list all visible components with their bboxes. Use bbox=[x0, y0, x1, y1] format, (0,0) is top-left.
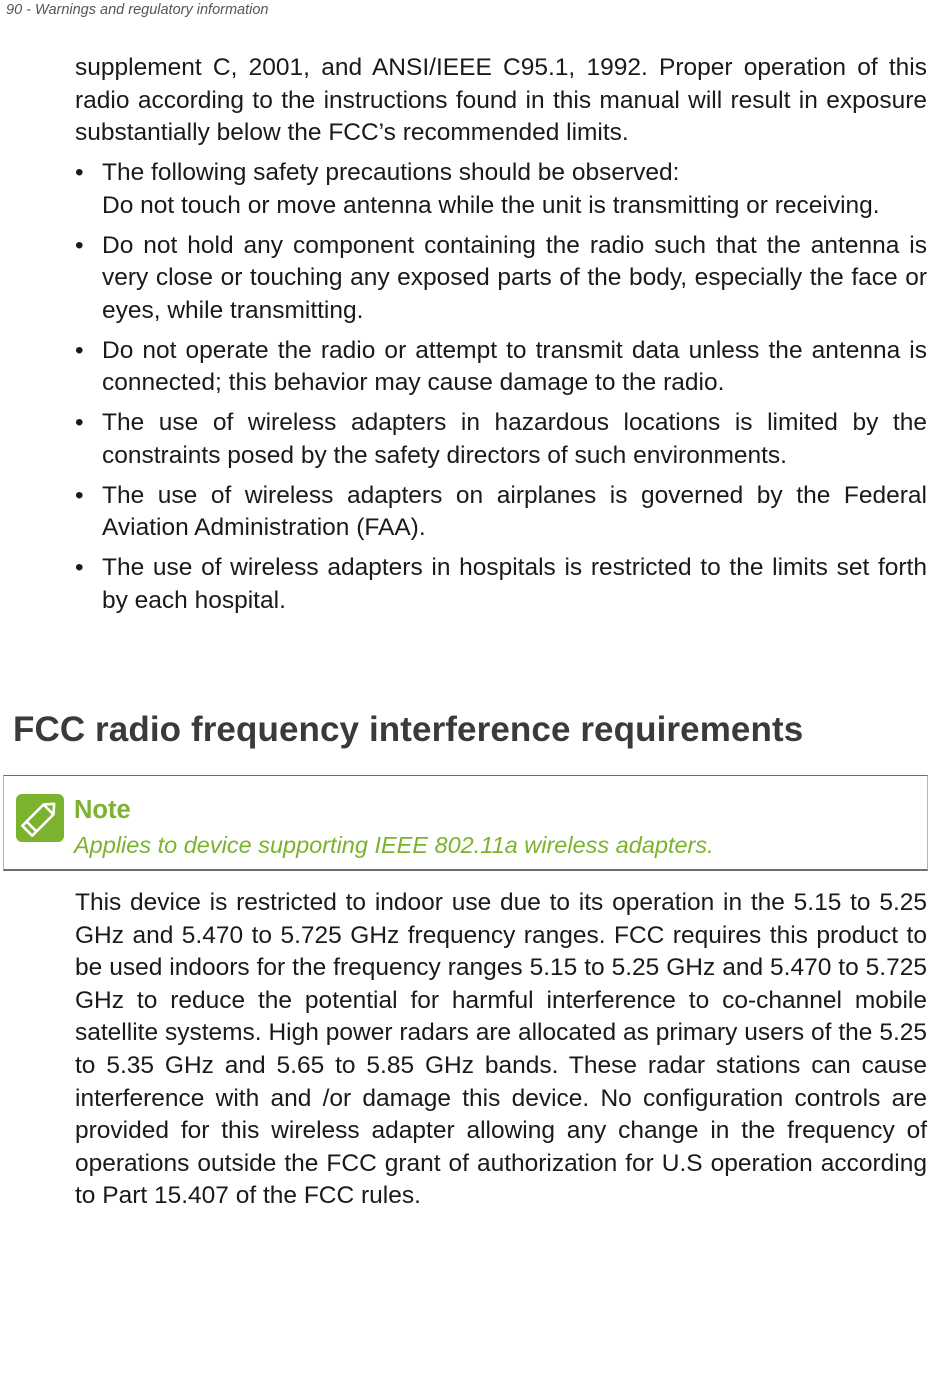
list-item-text: The use of wireless adapters in hazardous locations is limited by the constraints posed by the safety directors of such environments. bbox=[102, 409, 927, 469]
list-item bbox=[75, 552, 927, 617]
body-paragraph: This device is restricted to indoor use due to its operation in the 5.15 to 5.25 GHz and 5.470 to 5.725 GHz frequency ranges. FCC requires this product to be used indoors for the frequency ranges 5.15 to 5.25 GHz and 5.470 to 5.725 GHz to reduce the potential for harmful interference to co-channel mobile satellite systems. High power radars are allocated as primary users of the 5.25 to 5.35 GHz and 5.65 to 5.85 GHz bands. These radar stations can cause interference with and /or damage this device. No configuration controls are provided for this wireless adapter allowing any change in the frequency of operations outside the FCC grant of authorization for U.S operation according to Part 15.407 of the FCC rules. bbox=[75, 889, 927, 1210]
list-item-text: Do not touch or move antenna while the unit is transmitting or receiving. bbox=[102, 191, 880, 219]
running-header: 90 - Warnings and regulatory information bbox=[6, 2, 269, 18]
section-heading: FCC radio frequency interference requirements bbox=[13, 710, 804, 749]
list-item bbox=[75, 230, 927, 328]
bullet-marker: • bbox=[75, 409, 84, 436]
note-title: Note bbox=[74, 796, 131, 824]
bullet-marker: • bbox=[75, 481, 84, 509]
bullet-marker: • bbox=[75, 231, 84, 259]
bullet-marker: • bbox=[75, 159, 84, 186]
list-item-text: The following safety precautions should be observed: bbox=[102, 159, 680, 186]
list-item bbox=[75, 335, 927, 400]
list-item bbox=[75, 407, 927, 472]
precautions-list bbox=[75, 157, 927, 625]
list-item-text: The use of wireless adapters on airplanes is governed by the Federal Aviation Administration (FAA). bbox=[102, 481, 927, 541]
list-item bbox=[75, 157, 927, 222]
list-item-text: Do not operate the radio or attempt to transmit data unless the antenna is connected; this behavior may cause damage to the radio. bbox=[102, 336, 927, 396]
pencil-icon bbox=[16, 794, 64, 842]
list-item bbox=[75, 480, 927, 545]
bullet-marker: • bbox=[75, 554, 84, 581]
intro-paragraph: supplement C, 2001, and ANSI/IEEE C95.1, 1992. Proper operation of this radio according to the instructions found in this manual will result in exposure substantially below the FCC’s recommended limits. bbox=[75, 54, 927, 146]
note-text: Applies to device supporting IEEE 802.11a wireless adapters. bbox=[74, 832, 714, 858]
note-callout bbox=[3, 775, 928, 871]
list-item-text: Do not hold any component containing the radio such that the antenna is very close or touching any exposed parts of the body, especially the face or eyes, while transmitting. bbox=[102, 231, 927, 324]
bullet-marker: • bbox=[75, 336, 84, 364]
list-item-text: The use of wireless adapters in hospitals is restricted to the limits set forth by each hospital. bbox=[102, 554, 927, 614]
